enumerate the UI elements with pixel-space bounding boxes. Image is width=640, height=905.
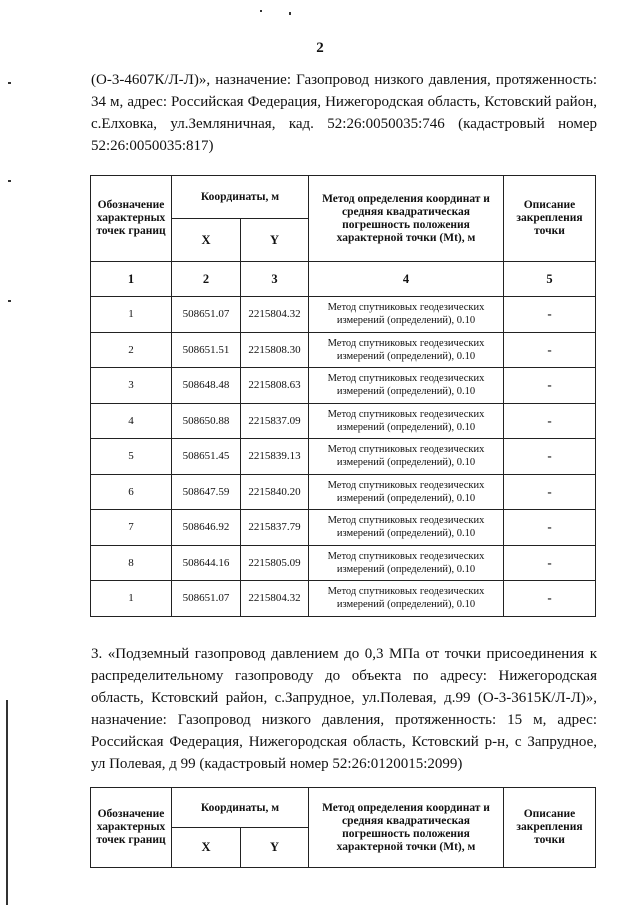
table-row [91,581,596,617]
description-cell: - [504,403,596,439]
description-cell: - [504,332,596,368]
method-cell: Метод спутниковых геодезических измерений (определений), 0.10 [309,332,504,368]
table-row [91,297,596,333]
coordinates-table-2 [90,787,596,868]
header-y: Y [241,219,309,262]
table-row [91,510,596,546]
method-cell: Метод спутниковых геодезических измерений (определений), 0.10 [309,545,504,581]
scan-speck [8,180,11,182]
y-coordinate-cell: 2215804.32 [241,581,309,617]
gas-pipeline-paragraph: 3. «Подземный газопровод давлением до 0,3 МПа от точки присоединения к распределительному газопроводу до объекта по адресу: Нижегородская область, Кстовский район, с.Запрудное, ул.Полевая, д.99 (О-3-3615К/Л-Л)», назначение: Газопровод низкого давления, протяженность: 15 м, адрес: Российская Федерация, Нижегородская область, Кстовский р-н, с Запрудное, ул Полевая, д 99 (кадастровый номер 52:26:0120015:2099) [91,646,597,772]
y-coordinate-cell: 2215837.09 [241,403,309,439]
y-coordinate-cell: 2215839.13 [241,439,309,475]
header-coordinates: Координаты, м [172,788,309,828]
point-number-cell: 1 [91,297,172,333]
header-point-designation: Обозначение характерных точек границ [91,788,172,868]
y-coordinate-cell: 2215804.32 [241,297,309,333]
x-coordinate-cell: 508651.51 [172,332,241,368]
x-coordinate-cell: 508646.92 [172,510,241,546]
point-number-cell: 5 [91,439,172,475]
method-cell: Метод спутниковых геодезических измерений (определений), 0.10 [309,510,504,546]
column-number: 1 [91,262,172,297]
header-coordinates: Координаты, м [172,176,309,219]
description-cell: - [504,439,596,475]
y-coordinate-cell: 2215840.20 [241,474,309,510]
method-cell: Метод спутниковых геодезических измерений (определений), 0.10 [309,403,504,439]
y-coordinate-cell: 2215837.79 [241,510,309,546]
y-coordinate-cell: 2215808.63 [241,368,309,404]
y-coordinate-cell: 2215805.09 [241,545,309,581]
table-row [91,545,596,581]
point-number-cell: 8 [91,545,172,581]
x-coordinate-cell: 508650.88 [172,403,241,439]
point-number-cell: 6 [91,474,172,510]
column-number: 3 [241,262,309,297]
column-number: 2 [172,262,241,297]
column-number: 5 [504,262,596,297]
method-cell: Метод спутниковых геодезических измерений (определений), 0.10 [309,581,504,617]
x-coordinate-cell: 508647.59 [172,474,241,510]
point-number-cell: 4 [91,403,172,439]
table-row [91,439,596,475]
description-cell: - [504,545,596,581]
scan-speck [260,10,262,12]
column-number: 4 [309,262,504,297]
header-x: X [172,219,241,262]
y-coordinate-cell: 2215808.30 [241,332,309,368]
description-cell: - [504,581,596,617]
header-description: Описание закрепления точки [504,788,596,868]
method-cell: Метод спутниковых геодезических измерений (определений), 0.10 [309,439,504,475]
description-cell: - [504,510,596,546]
scan-margin-line [6,700,8,905]
x-coordinate-cell: 508651.07 [172,581,241,617]
coordinates-table-1 [90,175,596,617]
point-number-cell: 2 [91,332,172,368]
header-method: Метод определения координат и средняя квадратическая погрешность положения характерной точки (Mt), м [309,788,504,868]
description-cell: - [504,297,596,333]
object-description-paragraph: (О-3-4607К/Л-Л)», назначение: Газопровод низкого давления, протяженность: 34 м, адрес: Российская Федерация, Нижегородская область, Кстовский район, с.Елховка, ул.Земляничная, кад. 52:26:0050035:746 (кадастровый номер 52:26:0050035:817) [91,72,597,154]
method-cell: Метод спутниковых геодезических измерений (определений), 0.10 [309,474,504,510]
header-point-designation: Обозначение характерных точек границ [91,176,172,262]
method-cell: Метод спутниковых геодезических измерений (определений), 0.10 [309,297,504,333]
point-number-cell: 3 [91,368,172,404]
x-coordinate-cell: 508648.48 [172,368,241,404]
header-y: Y [241,828,309,868]
table-row [91,368,596,404]
table-row [91,474,596,510]
method-cell: Метод спутниковых геодезических измерений (определений), 0.10 [309,368,504,404]
page-number: 2 [316,40,324,56]
point-number-cell: 1 [91,581,172,617]
x-coordinate-cell: 508644.16 [172,545,241,581]
x-coordinate-cell: 508651.07 [172,297,241,333]
description-cell: - [504,368,596,404]
scan-speck [8,82,11,84]
header-description: Описание закрепления точки [504,176,596,262]
point-number-cell: 7 [91,510,172,546]
description-cell: - [504,474,596,510]
header-x: X [172,828,241,868]
scan-speck [289,12,291,15]
table-row [91,332,596,368]
table-row [91,403,596,439]
x-coordinate-cell: 508651.45 [172,439,241,475]
header-method: Метод определения координат и средняя квадратическая погрешность положения характерной точки (Mt), м [309,176,504,262]
scan-speck [8,300,11,302]
